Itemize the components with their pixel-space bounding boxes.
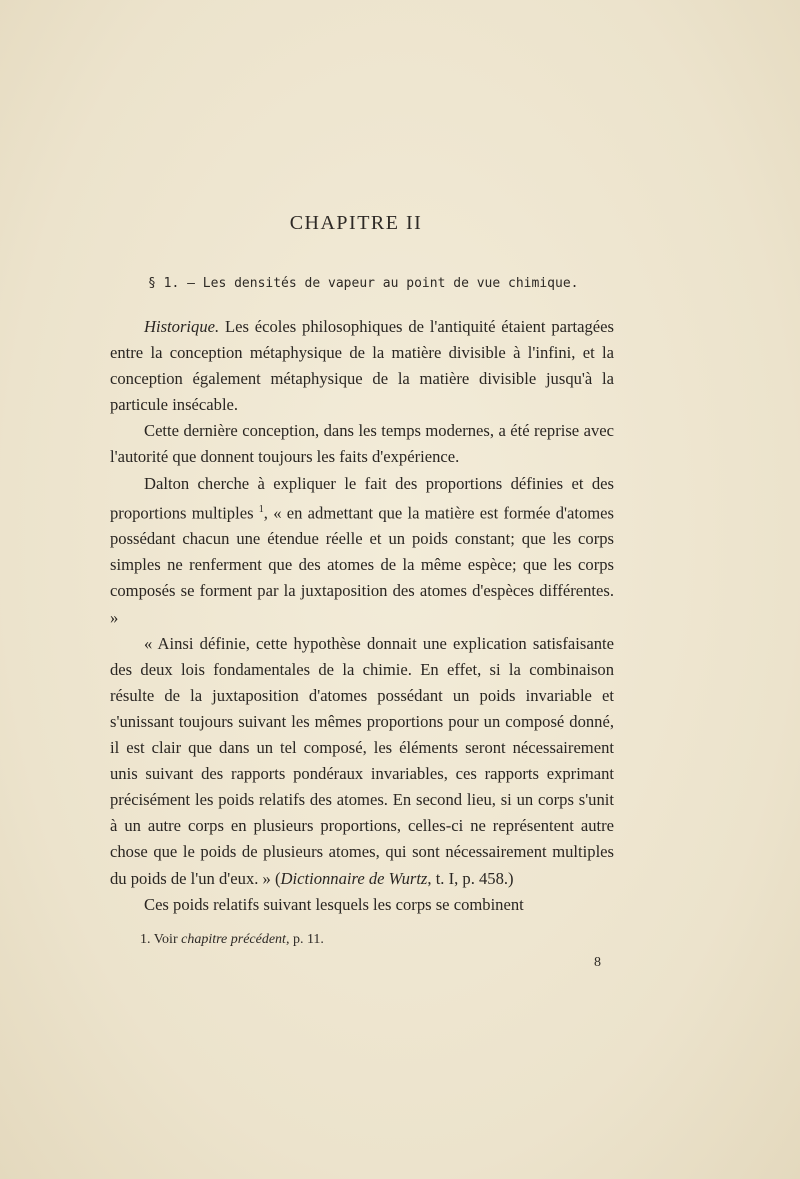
paragraph-1 bbox=[110, 314, 614, 418]
footnote-number: 1. Voir bbox=[140, 932, 182, 947]
footnote-ref: 1 bbox=[258, 503, 264, 515]
section-heading: § 1. — Les densités de vapeur au point de vue chimique. bbox=[148, 276, 579, 291]
paragraph-label: Historique. bbox=[144, 317, 220, 336]
paragraph-3-end: , « en admettant que la matière est formée d'atomes possédant chacun une étendue réelle et un poids constant; que les corps simples ne renferment que des atomes de la même espèce; que les corps composés se forment par la juxtaposition des atomes d'espèces différentes. » bbox=[110, 503, 614, 627]
footnote-end: , p. 11. bbox=[285, 932, 324, 947]
paragraph-4 bbox=[110, 631, 614, 892]
paragraph-3-start: Dalton cherche à expliquer le fait des proportions définies et des proportions multiples bbox=[110, 473, 614, 523]
citation: Dictionnaire de Wurtz bbox=[280, 868, 428, 888]
footnote bbox=[140, 932, 560, 948]
body-text bbox=[110, 314, 614, 918]
paragraph-5: Ces poids relatifs suivant lesquels les corps se combinent bbox=[144, 894, 524, 914]
paragraph-2: Cette dernière conception, dans les temps modernes, a été reprise avec l'autorité que donnent toujours les faits d'expérience. bbox=[110, 421, 614, 467]
paragraph-1-text: Les écoles philosophiques de l'antiquité étaient partagées entre la conception métaphysique de la matière divisible à l'infini, et la conception également métaphysique de la matière divisible jusqu'à la particule insécable. bbox=[110, 317, 614, 415]
chapter-title: CHAPITRE II bbox=[289, 212, 423, 234]
footnote-citation: chapitre précédent bbox=[181, 932, 286, 947]
page-number: 8 bbox=[594, 955, 601, 970]
citation-end: , t. I, p. 458.) bbox=[427, 868, 514, 888]
paragraph-4-text: « Ainsi définie, cette hypothèse donnait une explication satisfaisante des deux lois fondamentales de la chimie. En effet, si la combinaison résulte de la juxtaposition d'atomes possédant un poids invariable et s'unissant toujours suivant les mêmes proportions pour un composé donné, il est clair que dans un tel composé, les éléments seront nécessairement unis suivant des rapports pondéraux invariables, ces rapports exprimant précisément les poids relatifs des atomes. En second lieu, si un corps s'unit à un autre corps en plusieurs proportions, celles-ci ne représentent autre chose que le poids de plusieurs atomes, qui sont nécessairement multiples du poids de l'un d'eux. » ( bbox=[110, 633, 614, 888]
paragraph-3 bbox=[110, 471, 614, 631]
